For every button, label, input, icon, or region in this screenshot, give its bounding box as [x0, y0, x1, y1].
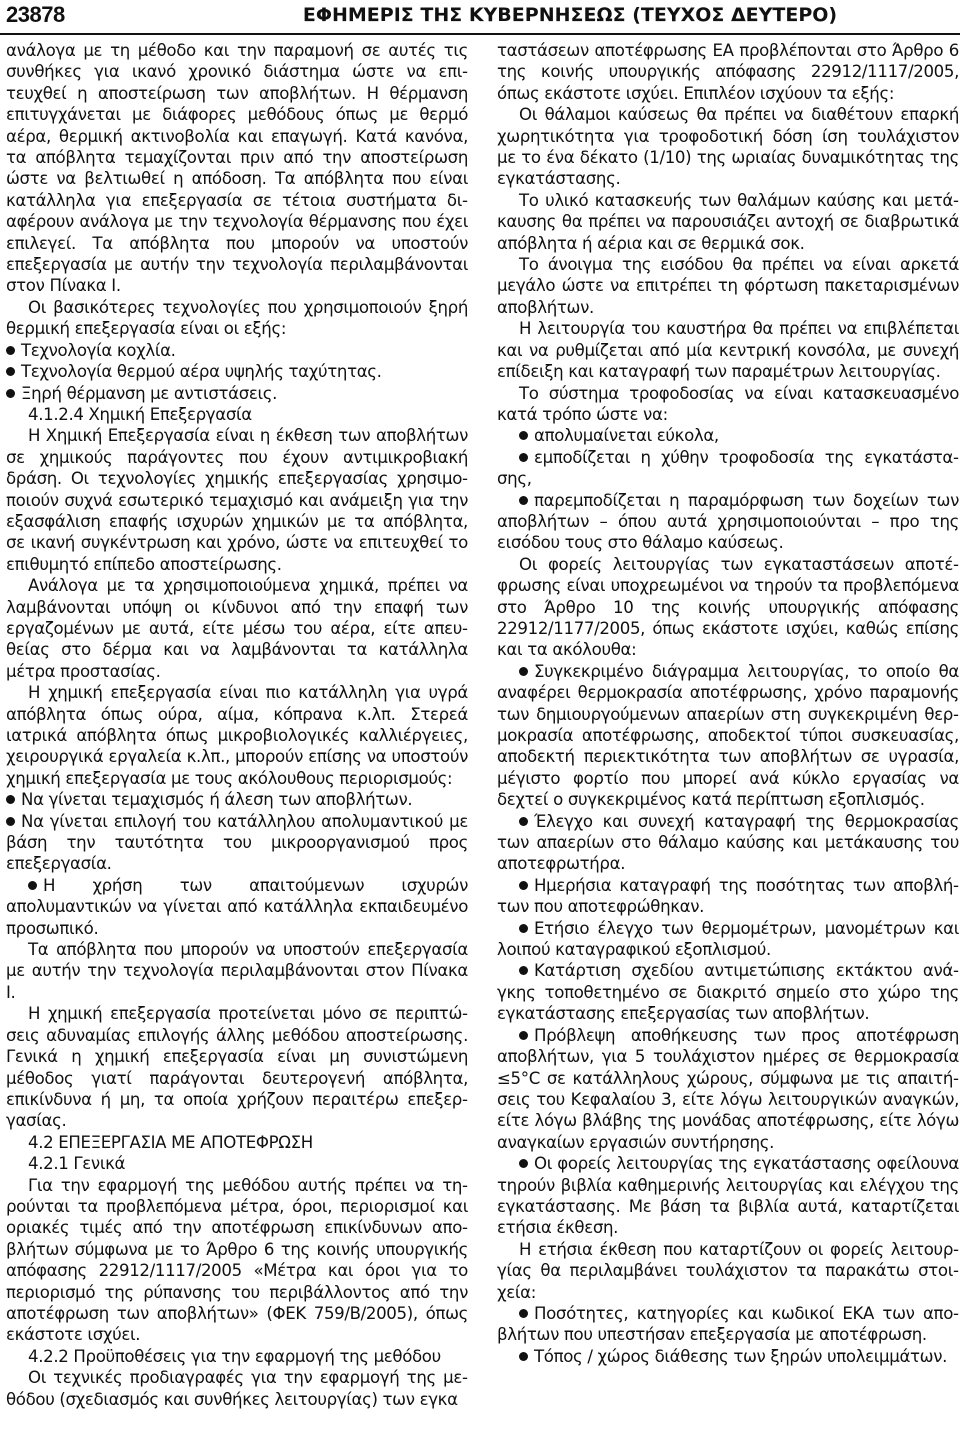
- paragraph: Η ετήσια έκθεση που καταρτίζουν οι φορείς λειτουργίας θα περιλαμβάνει τουλάχιστον τα παρακάτω στοιχεία:: [497, 1239, 959, 1302]
- paragraph: Η Χημική Επεξεργασία είναι η έκθεση των αποβλήτων σε χημικούς παράγοντες που έχουν αντιμικροβιακή δράση. Οι τεχνολογίες χημικής επεξεργασίας χρησιμοποιούν συχνά εσωτερικό τεμαχισμό και ανάμειξη για την εξασφάλιση επαφής ισχυρών χημικών με τα απόβλητα, σε ικανή συγκέντρωση και χρόνο, ώστε να επιτευχθεί το επιθυμητό επίπεδο αποστείρωσης.: [6, 426, 468, 574]
- paragraph: Οι φορείς λειτουργίας των εγκαταστάσεων αποτέφρωσης είναι υποχρεωμένοι να τηρούν τα προβλεπόμενα στο Άρθρο 10 της κοινής υπουργικής απόφασης 22912/1177/2005, όπως εκάστοτε ισχύει, καθώς επίσης και τα ακόλουθα:: [497, 554, 959, 660]
- list-item: Κατάρτιση σχεδίου αντιμετώπισης εκτάκτου ανάγκης τοποθετημένο σε διακριτό σημείο στο χώρο της εγκατάστασης επεξεργασίας των αποβλήτων.: [497, 961, 959, 1024]
- bullet-icon: [519, 1031, 528, 1040]
- paragraph: Το υλικό κατασκευής των θαλάμων καύσης και μετάκαυσης θα πρέπει να παρουσιάζει αντοχή σε διαβρωτικά απόβλητα ή αέρια και σε θερμικά σοκ.: [497, 190, 959, 253]
- bullet-icon: [6, 346, 15, 355]
- page-number: 23878: [6, 2, 65, 27]
- left-column: [6, 40, 468, 1410]
- bullet-icon: [519, 966, 528, 975]
- paragraph: Η χημική επεξεργασία προτείνεται μόνο σε περιπτώσεις αδυναμίας επιλογής άλλης μεθόδου αποστείρωσης. Γενικά η χημική επεξεργασία είναι μη συνιστώμενη μέθοδος γιατί παράγονται δευτερογενή απόβλητα, επικίνδυνα ή μη, τα οποία χρήζουν περαιτέρω επεξεργασίας.: [6, 1004, 468, 1131]
- section-heading: 4.2.2 Προϋποθέσεις για την εφαρμογή της μεθόδου: [28, 1346, 441, 1366]
- section-heading: 4.2.1 Γενικά: [28, 1154, 126, 1174]
- bullet-icon: [6, 795, 15, 804]
- bullet-icon: [519, 496, 528, 505]
- list-item: Τεχνολογία θερμού αέρα υψηλής ταχύτητας.: [6, 361, 468, 382]
- list-item: εμποδίζεται η χύθην τροφοδοσία της εγκατάστασης,: [497, 447, 959, 489]
- paragraph: Το σύστημα τροφοδοσίας να είναι κατασκευασμένο κατά τρόπο ώστε να:: [497, 383, 959, 424]
- bullet-icon: [519, 431, 528, 440]
- list-item: Συγκεκριμένο διάγραμμα λειτουργίας, το οποίο θα αναφέρει θερμοκρασία αποτέφρωσης, χρόνο παραμονής των δημιουργούμενων απαερίων στη συγκεκριμένη θερμοκρασία αποτέφρωσης, αποδεκτοί τύποι συσκευασίας, αποδεκτή περιεκτικότητα των αποβλήτων σε υγρασία, μέγιστο φορτίο που μπορεί ανά κύκλο εργασίας να δεχτεί ο συγκεκριμένος κατά περίπτωση εξοπλισμός.: [497, 661, 959, 810]
- bullet-icon: [519, 1352, 528, 1361]
- bullet-icon: [6, 817, 15, 826]
- list-item: Οι φορείς λειτουργίας της εγκατάστασης οφείλουνα τηρούν βιβλία καθημερινής λειτουργίας και ελέγχου της εγκατάστασης. Με βάση τα βιβλία αυτά, καταρτίζεται ετήσια έκθεση.: [497, 1154, 959, 1238]
- paragraph: Η λειτουργία του καυστήρα θα πρέπει να επιβλέπεται και να ρυθμίζεται από μία κεντρική κονσόλα, με συνεχή επίδειξη και καταγραφή των παραμέτρων λειτουργίας.: [497, 319, 959, 382]
- list-item: Τόπος / χώρος διάθεσης των ξηρών υπολειμμάτων.: [497, 1346, 959, 1367]
- right-column: [497, 40, 959, 1367]
- page-header: [0, 0, 960, 34]
- section-heading: 4.2 ΕΠΕΞΕΡΓΑΣΙΑ ΜΕ ΑΠΟΤΕΦΡΩΣΗ: [28, 1132, 313, 1152]
- bullet-icon: [28, 881, 37, 890]
- paragraph: ταστάσεων αποτέφρωσης ΕΑ προβλέπονται στο Άρθρο 6 της κοινής υπουργικής απόφασης 22912/1117/2005, όπως εκάστοτε ισχύει. Επιπλέον ισχύουν τα εξής:: [497, 41, 959, 103]
- list-item: Να γίνεται επιλογή του κατάλληλου απολυμαντικού με βάση την ταυτότητα του μικροοργανισμού προς επεξεργασία.: [6, 811, 468, 874]
- paragraph: Τα απόβλητα που μπορούν να υποστούν επεξεργασία με αυτήν την τεχνολογία περιλαμβάνονται στον Πίνακα Ι.: [6, 940, 468, 1002]
- bullet-icon: [519, 817, 528, 826]
- gazette-title: ΕΦΗΜΕΡΙΣ ΤΗΣ ΚΥΒΕΡΝΗΣΕΩΣ (ΤΕΥΧΟΣ ΔΕΥΤΕΡΟ): [302, 4, 838, 26]
- bullet-icon: [6, 389, 15, 398]
- list-item: Ετήσιο έλεγχο των θερμομέτρων, μανομέτρων και λοιπού καταγραφικού εξοπλισμού.: [497, 918, 959, 960]
- list-item: Να γίνεται τεμαχισμός ή άλεση των αποβλήτων.: [6, 789, 468, 810]
- section-heading: 4.1.2.4 Χημική Επεξεργασία: [28, 404, 252, 424]
- bullet-icon: [519, 924, 528, 933]
- paragraph: Οι βασικότερες τεχνολογίες που χρησιμοποιούν ξηρή θερμική επεξεργασία είναι οι εξής:: [6, 297, 468, 339]
- bullet-icon: [519, 1159, 528, 1168]
- list-item: Τεχνολογία κοχλία.: [6, 340, 468, 361]
- paragraph: Οι θάλαμοι καύσεως θα πρέπει να διαθέτουν επαρκή χωρητικότητα για τροφοδοτική δόση ίση τουλάχιστον με το ένα δέκατο (1/10) της ωριαίας δυναμικότητας της εγκατάστασης.: [497, 105, 959, 189]
- list-item: απολυμαίνεται εύκολα,: [497, 425, 959, 446]
- bullet-icon: [519, 881, 528, 890]
- paragraph: Για την εφαρμογή της μεθόδου αυτής πρέπει να τηρούνται τα προβλεπόμενα μέτρα, όροι, περιορισμοί και οριακές τιμές από την αποτέφρωση επικίνδυνων αποβλήτων σύμφωνα με το Άρθρο 6 της κοινής υπουργικής απόφασης 22912/1117/2005 «Μέτρα και όροι για το περιορισμό της ρύπανσης του περιβάλλοντος από την αποτέφρωση των αποβλήτων» (ΦΕΚ 759/Β/2005), όπως εκάστοτε ισχύει.: [6, 1175, 468, 1345]
- list-item: Ποσότητες, κατηγορίες και κωδικοί ΕΚΑ των αποβλήτων που υπεστήσαν επεξεργασία με αποτέφρωση.: [497, 1303, 959, 1345]
- header-rule: [0, 33, 960, 35]
- bullet-icon: [519, 667, 528, 676]
- paragraph: Το άνοιγμα της εισόδου θα πρέπει να είναι αρκετά μεγάλο ώστε να επιτρέπει τη φόρτωση πακεταρισμένων αποβλήτων.: [497, 255, 959, 317]
- list-item: παρεμποδίζεται η παραμόρφωση των δοχείων των αποβλήτων – όπου αυτά χρησιμοποιούνται – προ της εισόδου τους στο θάλαμο καύσεως.: [497, 490, 959, 553]
- list-item: Ημερήσια καταγραφή της ποσότητας των αποβλήτων που αποτεφρώθηκαν.: [497, 875, 959, 917]
- paragraph: Οι τεχνικές προδιαγραφές για την εφαρμογή της μεθόδου (σχεδιασμός και συνθήκες λειτουργίας) των εγκα: [6, 1368, 468, 1409]
- bullet-icon: [519, 453, 528, 462]
- bullet-icon: [519, 1309, 528, 1318]
- paragraph: Η χημική επεξεργασία είναι πιο κατάλληλη για υγρά απόβλητα όπως ούρα, αίμα, κόπρανα κ.λπ. Στερεά ιατρικά απόβλητα όπως μικροβιολογικές καλλιέργειες, χειρουργικά εργαλεία κ.λπ., μπορούν επίσης να υποστούν χημική επεξεργασία με τους ακόλουθους περιορισμούς:: [6, 683, 468, 788]
- bullet-icon: [6, 367, 15, 376]
- paragraph: ανάλογα με τη μέθοδο και την παραμονή σε αυτές τις συνθήκες για ικανό χρονικό διάστημα ώστε να επιτευχθεί η αποστείρωση των αποβλήτων. Η θέρμανση επιτυγχάνεται με διάφορες μεθόδους όπως με θερμό αέρα, θερμική ακτινοβολία και επαγωγή. Κατά κανόνα, τα απόβλητα τεμαχίζονται πριν από την αποστείρωση ώστε να βελτιωθεί η απόδοση. Τα απόβλητα που είναι κατάλληλα για επεξεργασία σε τέτοια συστήματα διαφέρουν ανάλογα με την τεχνολογία θέρμανσης που έχει επιλεγεί. Τα απόβλητα που μπορούν να υποστούν επεξεργασία με αυτήν την τεχνολογία περιλαμβάνονται στον Πίνακα Ι.: [6, 41, 468, 296]
- list-item: Έλεγχο και συνεχή καταγραφή της θερμοκρασίας των απαερίων στο θάλαμο καύσης και μετάκαυσης του αποτεφρωτήρα.: [497, 811, 959, 874]
- list-item: Η χρήση των απαιτούμενων ισχυρών απολυμαντικών να γίνεται από κατάλληλα εκπαιδευμένο προσωπικό.: [6, 875, 468, 938]
- list-item: Ξηρή θέρμανση με αντιστάσεις.: [6, 383, 468, 404]
- paragraph: Ανάλογα με τα χρησιμοποιούμενα χημικά, πρέπει να λαμβάνονται υπόψη οι κίνδυνοι από την επαφή των εργαζομένων με αυτά, είτε μέσω του αέρα, είτε απευθείας στο δέρμα και να λαμβάνονται τα κατάλληλα μέτρα προστασίας.: [6, 576, 468, 681]
- list-item: Πρόβλεψη αποθήκευσης των προς αποτέφρωση αποβλήτων, για 5 τουλάχιστον ημέρες σε θερμοκρασία ≤5°C σε κατάλληλους χώρους, σύμφωνα με τις απαιτήσεις του Κεφαλαίου 3, είτε λόγω λειτουργικών αναγκών, είτε λόγω βλάβης της μονάδας αποτέφρωσης, είτε λόγω αναγκαίων εργασιών συντήρησης.: [497, 1025, 959, 1152]
